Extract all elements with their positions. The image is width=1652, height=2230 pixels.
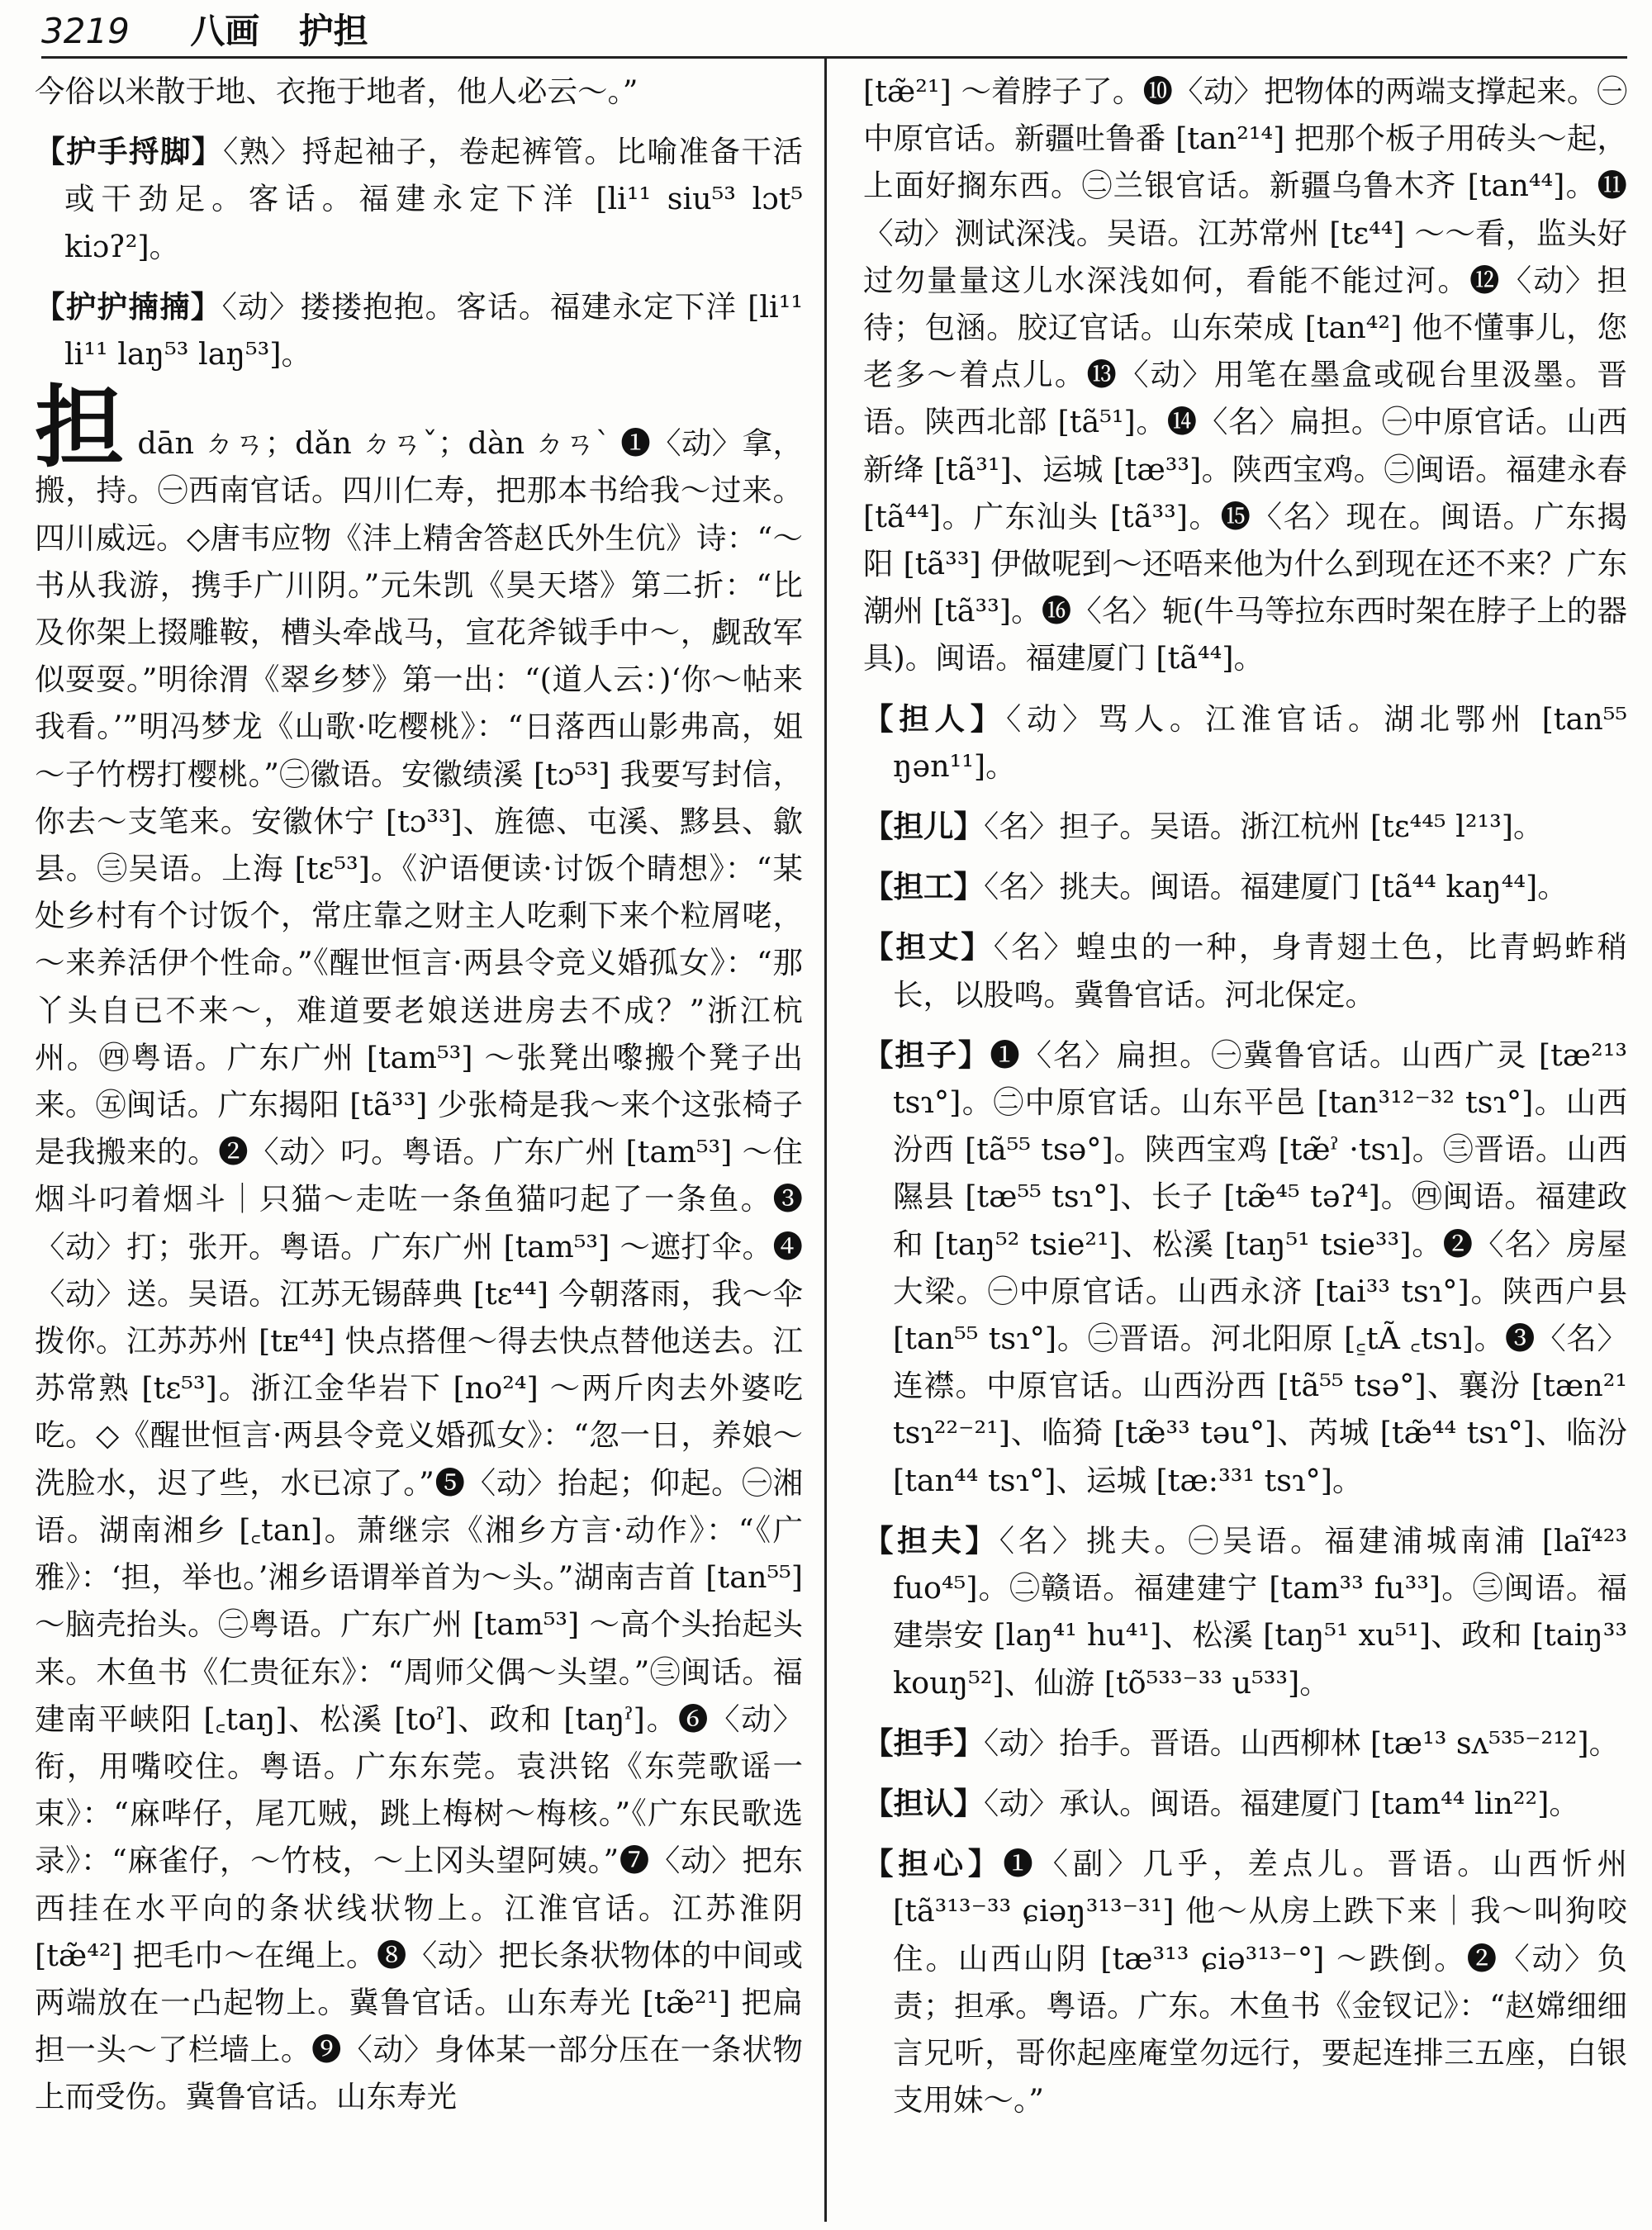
entry-headword: 【担工】 — [863, 869, 984, 905]
entry-headword: 担 — [35, 376, 125, 481]
entry-definition: dān ㄉㄢ；dǎn ㄉㄢˇ；dàn ㄉㄢˋ ❶〈动〉拿，搬，持。㊀西南官话。四川仁寿，把那本书给我～过来。四川威远。◇唐韦应物《沣上精舍答赵氏外生伉》诗：“～书从我游，携手广川阴。”元朱凯《昊天塔》第二折：“比及你架上掇雕鞍，槽头牵战马，宣花斧钺手中～，觑敌军似耍耍。”明徐渭《翠乡梦》第一出：“(道人云：)‘你～帖来我看。’”明冯梦龙《山歌·吃樱桃》：“日落西山影弗高，姐～子竹楞打樱桃。”㊁徽语。安徽绩溪 [tɔ⁵³] 我要写封信，你去～支笔来。安徽休宁 [tɔ³³]、旌德、屯溪、黟县、歙县。㊂吴语。上海 [tɛ⁵³]。《沪语便读·讨饭个睛想》：“某处乡村有个讨饭个，常庄靠之财主人吃剩下来个粒屑咾，～来养活伊个性命。”《醒世恒言·两县令竞义婚孤女》：“那丫头自已不来～，难道要老娘送进房去不成？”浙江杭州。㊃粤语。广东广州 [tam⁵³] ～张凳出嚟搬个凳子出来。㊄闽话。广东揭阳 [tã³³] 少张椅是我～来个这张椅子是我搬来的。❷〈动〉叼。粤语。广东广州 [tam⁵³] ～住烟斗叼着烟斗｜只猫～走咗一条鱼猫叼起了一条鱼。❸〈动〉打；张开。粤语。广东广州 [tam⁵³] ～遮打伞。❹〈动〉送。吴语。江苏无锡薛典 [tɛ⁴⁴] 今朝落雨，我～伞拨你。江苏苏州 [tᴇ⁴⁴] 快点搭俚～得去快点替他送去。江苏常熟 [tɛ⁵³]。浙江金华岩下 [no²⁴] ～两斤肉去外婆吃吃。◇《醒世恒言·两县令竞义婚孤女》：“忽一日，养娘～洗脸水，迟了些，水已凉了。”❺〈动〉抬起；仰起。㊀湘语。湖南湘乡 [꜀tan]。萧继宗《湘乡方言·动作》：“《广雅》：‘担，举也。’湘乡语谓举首为～头。”湖南吉首 [tan⁵⁵] ～脑壳抬头。㊁粤语。广东广州 [tam⁵³] ～高个头抬起头来。木鱼书《仁贵征东》：“周师父偶～头望。”㊂闽话。福建南平峡阳 [꜀taŋ]、松溪 [toˀ]、政和 [taŋˀ]。❻〈动〉衔，用嘴咬住。粤语。广东东莞。袁洪铭《东莞歌谣一束》：“麻哔仔，尾兀贼，跳上梅树～梅核。”《广东民歌选录》：“麻雀仔，～竹枝，～上冈头望阿姨。”❼〈动〉把东西挂在水平向的条状线状物上。江淮官话。江苏淮阴 [tæ̃⁴²] 把毛巾～在绳上。❽〈动〉把长条状物体的中间或两端放在一凸起物上。冀鲁官话。山东寿光 [tæ̃²¹] 把扁担一头～了栏墙上。❾〈动〉身体某一部分压在一条状物上而受伤。冀鲁官话。山东寿光 — [35, 425, 803, 2115]
entry-headword: 【担心】 — [863, 1846, 1004, 1882]
dictionary-entry — [863, 923, 1627, 1018]
dictionary-entry — [863, 803, 1627, 850]
entry-headword: 【担夫】 — [863, 1522, 999, 1559]
column-divider — [824, 58, 827, 2222]
entry-headword: 【护护揇揇】 — [35, 288, 222, 325]
entry-definition: 〈动〉搂搂抱抱。客话。福建永定下洋 [li¹¹ li¹¹ laŋ⁵³ laŋ⁵³]。 — [64, 288, 803, 372]
entry-headword: 【担丈】 — [863, 929, 994, 966]
page-number: 3219 — [41, 11, 130, 51]
entry-headword: 【担认】 — [863, 1785, 984, 1821]
entry-definition: 〈名〉挑夫。㊀吴语。福建浦城南浦 [laĩ⁴²³ fuo⁴⁵]。㊁赣语。福建建宁 [tam³³ fu³³]。㊂闽语。福建崇安 [laŋ⁴¹ hu⁴¹]、松溪 [taŋ⁵¹ xu⁵¹]、政和 [taiŋ³³ kouŋ⁵²]、仙游 [tõ⁵³³⁻³³ u⁵³³]。 — [893, 1522, 1627, 1701]
entry-definition: 〈名〉蝗虫的一种，身青翅土色，比青蚂蚱稍长，以股鸣。冀鲁官话。河北保定。 — [893, 929, 1627, 1013]
entry-definition: 〈名〉挑夫。闽语。福建厦门 [tã⁴⁴ kaŋ⁴⁴]。 — [984, 869, 1568, 905]
left-column — [35, 68, 803, 2211]
dictionary-entry — [863, 1032, 1627, 1504]
entry-definition: 〈名〉担子。吴语。浙江杭州 [tɛ⁴⁴⁵ l²¹³]。 — [984, 809, 1544, 845]
entry-headword: 【护手捋脚】 — [35, 134, 223, 170]
entry-headword: 【担手】 — [863, 1725, 984, 1761]
entry-definition: ❶〈副〉几乎，差点儿。晋语。山西忻州 [tã³¹³⁻³³ ɕiəŋ³¹³⁻³¹] 他～从房上跌下来｜我～叫狗咬住。山西山阴 [tæ³¹³ ɕiə³¹³⁻°] ～跌倒。❷〈动〉负责；担承。粤语。广东。木鱼书《金钗记》：“赵嫦细细言兄听，哥你起座庵堂勿远行，要起连排三五座，白银支用妹～。” — [893, 1846, 1627, 2118]
dictionary-entry — [863, 1720, 1627, 1767]
dictionary-entry — [863, 1840, 1627, 2123]
page-header — [41, 7, 1627, 59]
entry-headword: 【担儿】 — [863, 809, 984, 845]
dictionary-entry — [863, 1517, 1627, 1706]
dictionary-entry — [863, 863, 1627, 910]
entry-definition: 〈熟〉捋起袖子，卷起裤管。比喻准备干活或干劲足。客话。福建永定下洋 [li¹¹ siu⁵³ lɔt⁵ kiɔʔ²]。 — [64, 134, 803, 264]
entry-definition: ❶〈名〉扁担。㊀冀鲁官话。山西广灵 [tæ²¹³ tsɿ°]。㊁中原官话。山东平邑 [tan³¹²⁻³² tsɿ°]。山西汾西 [tã⁵⁵ tsə°]。陕西宝鸡 [tæ̃ˀ ·tsɿ]。㊂晋语。山西隰县 [tæ⁵⁵ tsɿ°]、长子 [tæ̃⁴⁵ təʔ⁴]。㊃闽语。福建政和 [taŋ⁵² tsie²¹]、松溪 [taŋ⁵¹ tsie³³]。❷〈名〉房屋大梁。㊀中原官话。山西永济 [tai³³ tsɿ°]。陕西户县 [tan⁵⁵ tsɿ°]。㊁晋语。河北阳原 [꜁tÃ ꜀tsɿ]。❸〈名〉连襟。中原官话。山西汾西 [tã⁵⁵ tsə°]、襄汾 [tæn²¹ tsɿ²²⁻²¹]、临猗 [tæ̃³³ təu°]、芮城 [tæ̃⁴⁴ tsɿ°]、临汾 [tan⁴⁴ tsɿ°]、运城 [tæ:³³¹ tsɿ°]。 — [893, 1037, 1627, 1498]
dictionary-entry — [863, 695, 1627, 790]
continued-paragraph: [tæ̃²¹] ～着脖子了。❿〈动〉把物体的两端支撑起来。㊀中原官话。新疆吐鲁番 [tan²¹⁴] 把那个板子用砖头～起，上面好搁东西。㊁兰银官话。新疆乌鲁木齐 [tan⁴⁴]。⓫〈动〉测试深浅。吴语。江苏常州 [tɛ⁴⁴] ～～看，监头好过勿量量这儿水深浅如何，看能不能过河。⓬〈动〉担待；包涵。胶辽官话。山东荣成 [tan⁴²] 他不懂事儿，您老多～着点儿。⓭〈动〉用笔在墨盒或砚台里汲墨。晋语。陕西北部 [tã⁵¹]。⓮〈名〉扁担。㊀中原官话。山西新绛 [tã³¹]、运城 [tæ³³]。陕西宝鸡。㊁闽语。福建永春 [tã⁴⁴]。广东汕头 [tã³³]。⓯〈名〉现在。闽语。广东揭阳 [tã³³] 伊做呢到～还唔来他为什么到现在还不来？广东潮州 [tã³³]。⓰〈名〉轭(牛马等拉东西时架在脖子上的器具)。闽语。福建厦门 [tã⁴⁴]。 — [863, 74, 1627, 676]
entry-headword: 【担人】 — [863, 700, 1006, 737]
entry-definition: 〈动〉骂人。江淮官话。湖北鄂州 [tan⁵⁵ ŋən¹¹]。 — [893, 700, 1627, 784]
dictionary-entry — [863, 1780, 1627, 1827]
right-column — [863, 68, 1627, 2211]
header-headword: 护担 — [298, 11, 368, 51]
dictionary-entry — [35, 128, 803, 270]
section-label: 八画 — [190, 11, 260, 51]
entry-headword: 【担子】 — [863, 1037, 990, 1073]
dictionary-entry — [35, 283, 803, 377]
continued-paragraph: 今俗以米散于地、衣拖于地者，他人必云～。” — [35, 74, 638, 109]
entry-definition: 〈动〉承认。闽语。福建厦门 [tam⁴⁴ lin²²]。 — [984, 1785, 1579, 1821]
entry-definition: 〈动〉抬手。晋语。山西柳林 [tæ¹³ sʌ⁵³⁵⁻²¹²]。 — [984, 1725, 1620, 1761]
main-entry — [35, 376, 803, 2120]
